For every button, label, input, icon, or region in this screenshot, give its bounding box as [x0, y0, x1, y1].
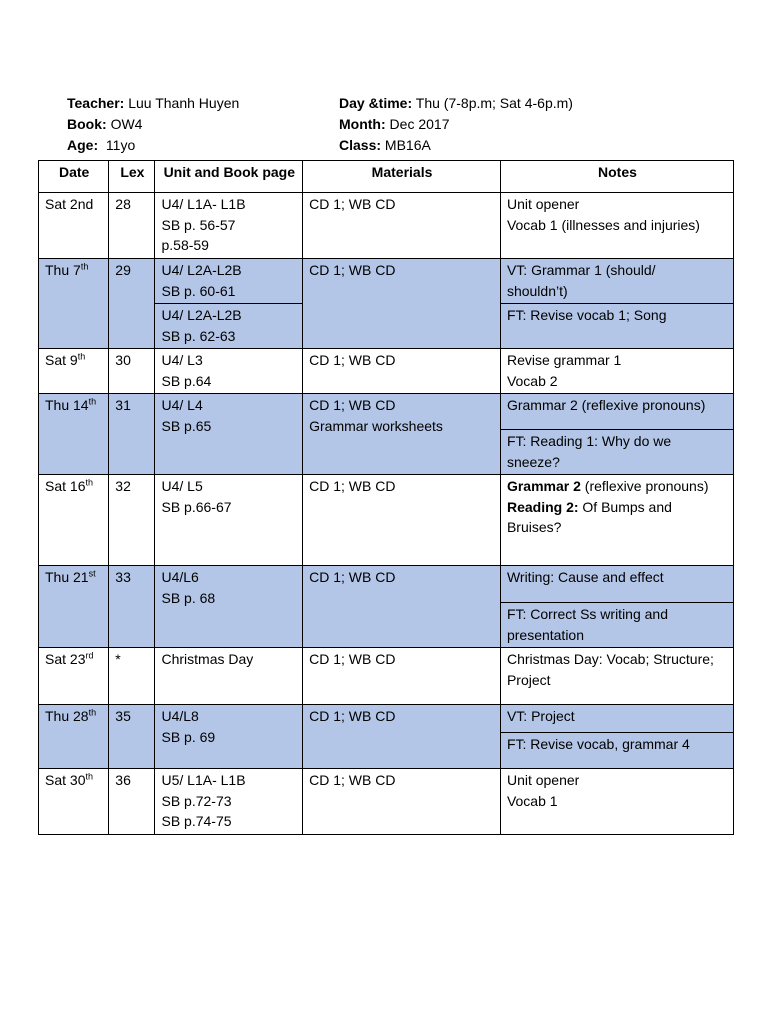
lex-cell: 29: [109, 259, 155, 349]
class-value: MB16A: [384, 137, 431, 153]
notes-cell: [500, 349, 733, 394]
unit-cell: [155, 566, 303, 648]
materials-line: CD 1; WB CD: [309, 397, 396, 413]
header-row-1: [67, 93, 727, 114]
unit-cell: [155, 349, 303, 394]
notes-bold: Reading 2:: [506, 498, 579, 515]
table-header-row: [39, 161, 734, 193]
date-cell: [39, 769, 109, 835]
unit-line: p.58-59: [161, 237, 209, 253]
class-label: Class:: [339, 137, 382, 153]
book-info: [67, 114, 142, 135]
lesson-plan-header: [67, 93, 727, 156]
teacher-info: [67, 93, 239, 114]
notes-cell: [500, 259, 733, 304]
date-suffix: th: [88, 707, 97, 718]
lex-cell: 30: [109, 349, 155, 394]
materials-line: CD 1; WB CD: [309, 196, 396, 212]
date-cell: [39, 705, 109, 769]
materials-cell: [303, 648, 501, 705]
date-cell: [39, 648, 109, 705]
book-value: OW4: [110, 116, 143, 132]
date-suffix: th: [85, 477, 93, 488]
notes-cell: [500, 430, 733, 475]
notes-line: [507, 476, 728, 497]
table-row: [39, 349, 734, 394]
col-header-materials: Materials: [303, 161, 501, 193]
unit-line: SB p. 60-61: [161, 282, 236, 299]
lex-cell: 35: [109, 705, 155, 769]
unit-line: SB p. 56-57: [161, 216, 236, 233]
unit-line: U4/ L3: [161, 352, 203, 368]
unit-line: U4/L6: [161, 569, 199, 585]
teacher-label: Teacher:: [67, 95, 125, 111]
daytime-info: [339, 93, 573, 114]
notes-line: Grammar 2 (reflexive pronouns): [506, 397, 706, 413]
notes-line: Vocab 2: [506, 372, 558, 389]
unit-cell: [155, 475, 303, 566]
notes-cell: [500, 304, 733, 349]
lex-cell: 32: [109, 475, 155, 566]
table-row: [39, 259, 734, 304]
date-text: Thu 7: [45, 262, 81, 278]
notes-line: Revise grammar 1: [506, 352, 622, 368]
col-header-date: Date: [39, 161, 109, 193]
table-row: [39, 394, 734, 430]
notes-line: FT: Revise vocab, grammar 4: [506, 736, 690, 752]
unit-line: SB p.74-75: [161, 813, 232, 829]
date-text: Sat 9: [45, 352, 78, 368]
date-suffix: st: [88, 568, 96, 579]
date-cell: [39, 193, 109, 259]
lex-cell: *: [109, 648, 155, 705]
materials-line: CD 1; WB CD: [309, 262, 396, 278]
materials-cell: [303, 475, 501, 566]
lex-cell: 33: [109, 566, 155, 648]
notes-line: FT: Correct Ss writing and: [506, 606, 669, 622]
materials-line: CD 1; WB CD: [309, 772, 396, 788]
lesson-plan-table: [38, 160, 734, 835]
unit-cell: [155, 648, 303, 705]
date-suffix: th: [80, 261, 89, 272]
notes-cell: [500, 705, 733, 733]
notes-line: Unit opener: [506, 196, 580, 212]
unit-line: SB p.65: [161, 417, 212, 434]
month-label: Month:: [339, 116, 386, 132]
unit-line: U4/ L2A-L2B: [161, 262, 242, 278]
notes-line: Project: [506, 671, 551, 688]
notes-line: VT: Project: [506, 708, 575, 724]
materials-cell: [303, 349, 501, 394]
materials-line: CD 1; WB CD: [309, 651, 396, 667]
notes-line: Bruises?: [506, 519, 562, 535]
notes-line: Writing: Cause and effect: [506, 569, 664, 585]
notes-line: FT: Reading 1: Why do we: [506, 433, 672, 449]
notes-line: Christmas Day: Vocab; Structure;: [506, 651, 714, 667]
date-suffix: rd: [85, 650, 94, 661]
unit-line: SB p. 68: [161, 589, 216, 606]
age-info: [67, 135, 135, 156]
unit-line: U4/ L4: [161, 397, 203, 413]
unit-line: U4/ L5: [161, 478, 203, 494]
daytime-value: Thu (7-8p.m; Sat 4-6p.m): [415, 95, 573, 111]
lex-cell: 28: [109, 193, 155, 259]
unit-cell: [155, 705, 303, 769]
date-text: Sat 16: [45, 478, 86, 494]
notes-cell: [500, 566, 733, 603]
notes-line: Vocab 1 (illnesses and injuries): [506, 216, 700, 233]
notes-line: presentation: [506, 626, 585, 643]
notes-line: VT: Grammar 1 (should/: [506, 262, 656, 278]
notes-line: FT: Revise vocab 1; Song: [506, 307, 667, 323]
age-value: 11yo: [105, 137, 136, 153]
book-label: Book:: [67, 116, 107, 132]
date-text: Thu 14: [45, 397, 89, 413]
materials-cell: [303, 769, 501, 835]
notes-line: sneeze?: [506, 453, 560, 470]
date-suffix: th: [88, 396, 97, 407]
date-cell: [39, 259, 109, 349]
header-row-3: [67, 135, 727, 156]
col-header-notes: Notes: [500, 161, 733, 193]
teacher-value: Luu Thanh Huyen: [128, 95, 240, 111]
notes-line: Vocab 1: [506, 792, 558, 809]
materials-cell: [303, 566, 501, 648]
notes-cell: [500, 193, 733, 259]
notes-cell: [500, 475, 733, 566]
unit-cell: [155, 394, 303, 475]
unit-line: SB p.64: [161, 372, 212, 389]
unit-line: SB p. 62-63: [161, 327, 236, 344]
date-text: Thu 21: [45, 569, 89, 585]
notes-cell: [500, 603, 733, 648]
materials-line: CD 1; WB CD: [309, 708, 396, 724]
unit-line: U4/ L2A-L2B: [161, 307, 242, 323]
table-row: [39, 648, 734, 705]
notes-rest: Of Bumps and: [578, 498, 672, 515]
unit-line: SB p.72-73: [161, 792, 232, 809]
table-row: [39, 475, 734, 566]
month-info: [339, 114, 449, 135]
month-value: Dec 2017: [389, 116, 450, 132]
col-header-lex: Lex: [109, 161, 155, 193]
table-row: [39, 769, 734, 835]
date-cell: [39, 566, 109, 648]
unit-line: SB p.66-67: [161, 498, 232, 515]
notes-cell: [500, 733, 733, 769]
table-row: [39, 566, 734, 603]
notes-bold: Grammar 2: [506, 478, 581, 494]
notes-cell: [500, 648, 733, 705]
unit-cell: [155, 259, 303, 304]
age-label: Age:: [67, 137, 99, 153]
materials-cell: [303, 705, 501, 769]
table-row: [39, 193, 734, 259]
materials-line: CD 1; WB CD: [309, 569, 396, 585]
unit-line: U4/L8: [161, 708, 199, 724]
unit-cell: [155, 193, 303, 259]
date-text: Sat 2nd: [45, 196, 94, 212]
unit-line: SB p. 69: [161, 728, 216, 745]
date-text: Thu 28: [45, 708, 89, 724]
notes-cell: [500, 769, 733, 835]
unit-cell: [155, 304, 303, 349]
unit-line: U5/ L1A- L1B: [161, 772, 246, 788]
lex-cell: 31: [109, 394, 155, 475]
unit-line: U4/ L1A- L1B: [161, 196, 246, 212]
notes-line: Unit opener: [506, 772, 580, 788]
unit-cell: [155, 769, 303, 835]
date-suffix: th: [77, 351, 86, 362]
lex-cell: 36: [109, 769, 155, 835]
date-cell: [39, 475, 109, 566]
materials-cell: [303, 394, 501, 475]
daytime-label: Day &time:: [339, 95, 413, 111]
date-text: Sat 23: [45, 651, 86, 667]
date-suffix: th: [85, 771, 93, 782]
unit-line: Christmas Day: [161, 651, 254, 667]
notes-line: shouldn’t): [506, 282, 568, 299]
notes-cell: [500, 394, 733, 430]
materials-line: CD 1; WB CD: [309, 352, 396, 368]
date-text: Sat 30: [45, 772, 86, 788]
date-cell: [39, 349, 109, 394]
table-row: [39, 705, 734, 733]
header-row-2: [67, 114, 727, 135]
date-cell: [39, 394, 109, 475]
col-header-unit: Unit and Book page: [155, 161, 303, 193]
materials-line: CD 1; WB CD: [309, 478, 396, 494]
materials-cell: [303, 259, 501, 349]
materials-line: Grammar worksheets: [309, 417, 443, 434]
notes-line: [507, 497, 728, 518]
class-info: [339, 135, 431, 156]
materials-cell: [303, 193, 501, 259]
notes-rest: (reflexive pronouns): [580, 478, 709, 494]
